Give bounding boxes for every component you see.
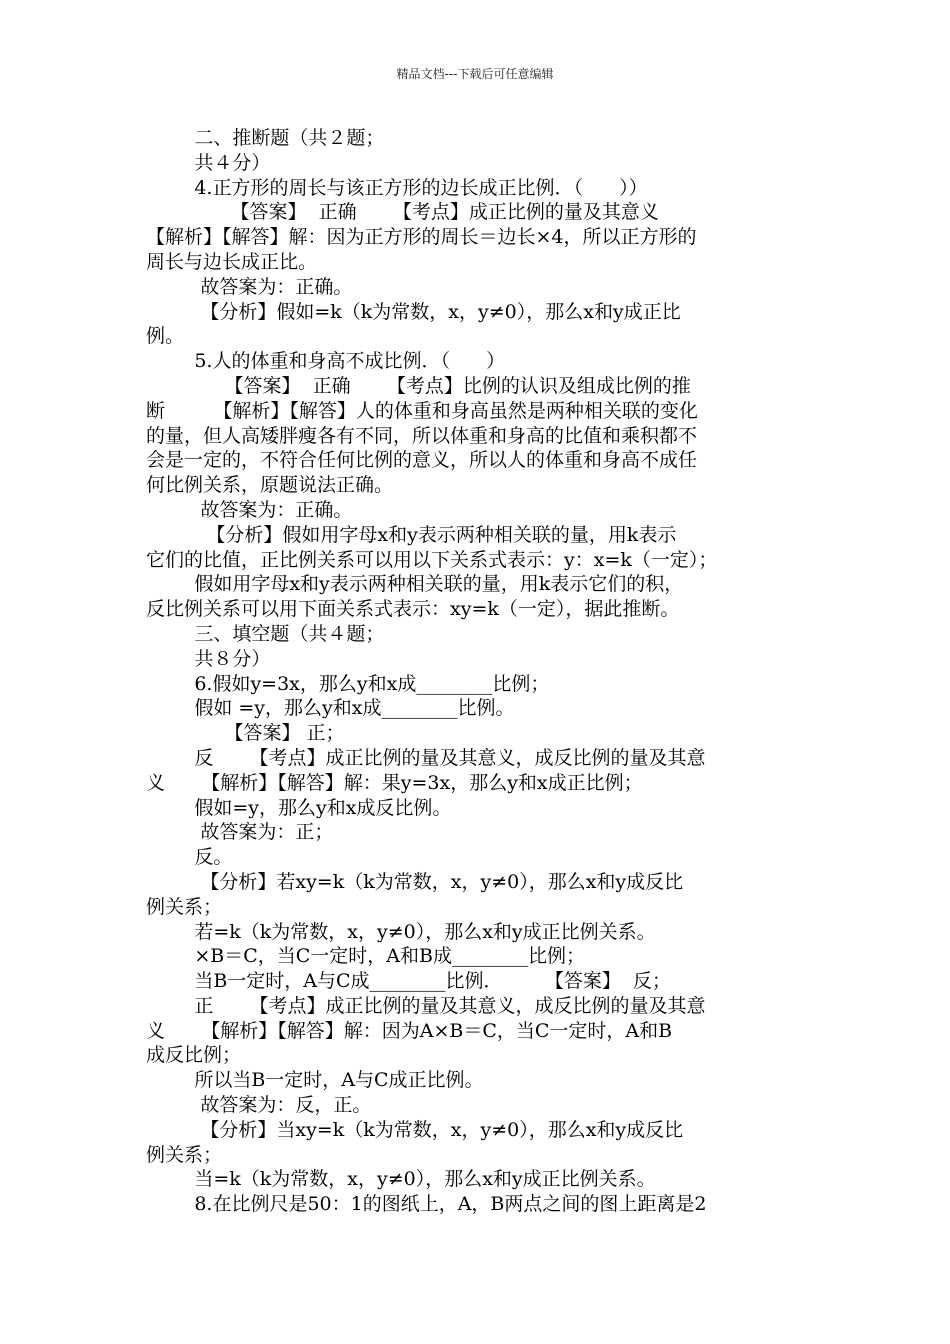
text-line: 例关系； <box>146 895 223 918</box>
text-line: 例关系； <box>146 1143 223 1166</box>
text-line: 当B一定时，A与C成________比例． 【答案】 反； <box>146 970 671 993</box>
text-line: 【分析】假如=k（k为常数，x，y≠0），那么x和y成正比 <box>146 300 681 323</box>
text-line: 所以当B一定时，A与C成正比例。 <box>146 1069 484 1092</box>
text-line: 何比例关系，原题说法正确。 <box>146 474 394 497</box>
text-line: 假如=y，那么y和x成反比例。 <box>146 796 452 819</box>
document-body <box>146 126 810 1217</box>
text-line: 的量，但人高矮胖瘦各有不同，所以体重和身高的比值和乘积都不 <box>146 424 698 447</box>
text-line: 反 【考点】成正比例的量及其意义，成反比例的量及其意 <box>146 746 706 769</box>
text-line: 故答案为：正确。 <box>146 498 353 521</box>
text-line: 【解析】【解答】解：因为正方形的周长＝边长×4，所以正方形的 <box>146 226 697 249</box>
text-line: ×B＝C，当C一定时，A和B成________比例； <box>146 945 585 968</box>
text-line: 【答案】 正确 【考点】成正比例的量及其意义 <box>146 201 659 224</box>
text-line: 8.在比例尺是50：1的图纸上，A，B两点之间的图上距离是2 <box>146 1193 707 1216</box>
text-line: 6.假如y=3x，那么y和x成________比例； <box>146 672 550 695</box>
text-line: 三、填空题（共４题； <box>146 622 385 645</box>
text-line: 义 【解析】【解答】解：果y=3x，那么y和x成正比例； <box>146 771 643 794</box>
text-line: 假如用字母x和y表示两种相关联的量，用k表示它们的积， <box>146 573 684 596</box>
text-line: 正 【考点】成正比例的量及其意义，成反比例的量及其意 <box>146 994 706 1017</box>
text-line: 会是一定的，不符合任何比例的意义，所以人的体重和身高不成任 <box>146 449 698 472</box>
text-line: 【答案】 正； <box>146 722 345 745</box>
text-line: 共８分） <box>146 647 271 670</box>
text-line: 二、推断题（共２题； <box>146 127 385 149</box>
text-line: 4.正方形的周长与该正方形的边长成正比例．（ ）） <box>146 176 648 199</box>
text-line: 【分析】若xy=k（k为常数，x，y≠0），那么x和y成反比 <box>146 870 684 893</box>
text-line: 当=k（k为常数，x，y≠0），那么x和y成正比例关系。 <box>146 1168 656 1191</box>
text-line: 故答案为：正； <box>146 821 334 844</box>
text-line: 若=k（k为常数，x，y≠0），那么x和y成正比例关系。 <box>146 920 656 943</box>
text-line: 例。 <box>146 325 185 348</box>
text-line: 成反比例； <box>146 1044 242 1067</box>
text-line: 故答案为：正确。 <box>146 275 353 298</box>
text-line: 假如 =y，那么y和x成________比例。 <box>146 697 515 720</box>
text-line: 义 【解析】【解答】解：因为A×B＝C，当C一定时，A和B <box>146 1019 673 1042</box>
text-line: 共４分） <box>146 151 271 174</box>
text-line: 周长与边长成正比。 <box>146 250 318 273</box>
text-line: 5.人的体重和身高不成比例．（ ） <box>146 350 506 373</box>
text-line: 反比例关系可以用下面关系式表示：xy=k（一定），据此推断。 <box>146 598 680 621</box>
text-line: 它们的比值，正比例关系可以用以下关系式表示：y：x=k（一定）； <box>146 548 718 571</box>
text-line: 【分析】假如用字母x和y表示两种相关联的量，用k表示 <box>146 523 677 546</box>
text-line: 断 【解析】【解答】人的体重和身高虽然是两种相关联的变化 <box>146 399 698 422</box>
text-line: 故答案为：反，正。 <box>146 1094 372 1117</box>
text-line: 【分析】当xy=k（k为常数，x，y≠0），那么x和y成反比 <box>146 1118 684 1141</box>
text-line: 反。 <box>146 846 233 869</box>
text-line: 【答案】 正确 【考点】比例的认识及组成比例的推 <box>146 374 691 397</box>
page-header: 精品文档---下载后可任意编辑 <box>396 67 554 81</box>
